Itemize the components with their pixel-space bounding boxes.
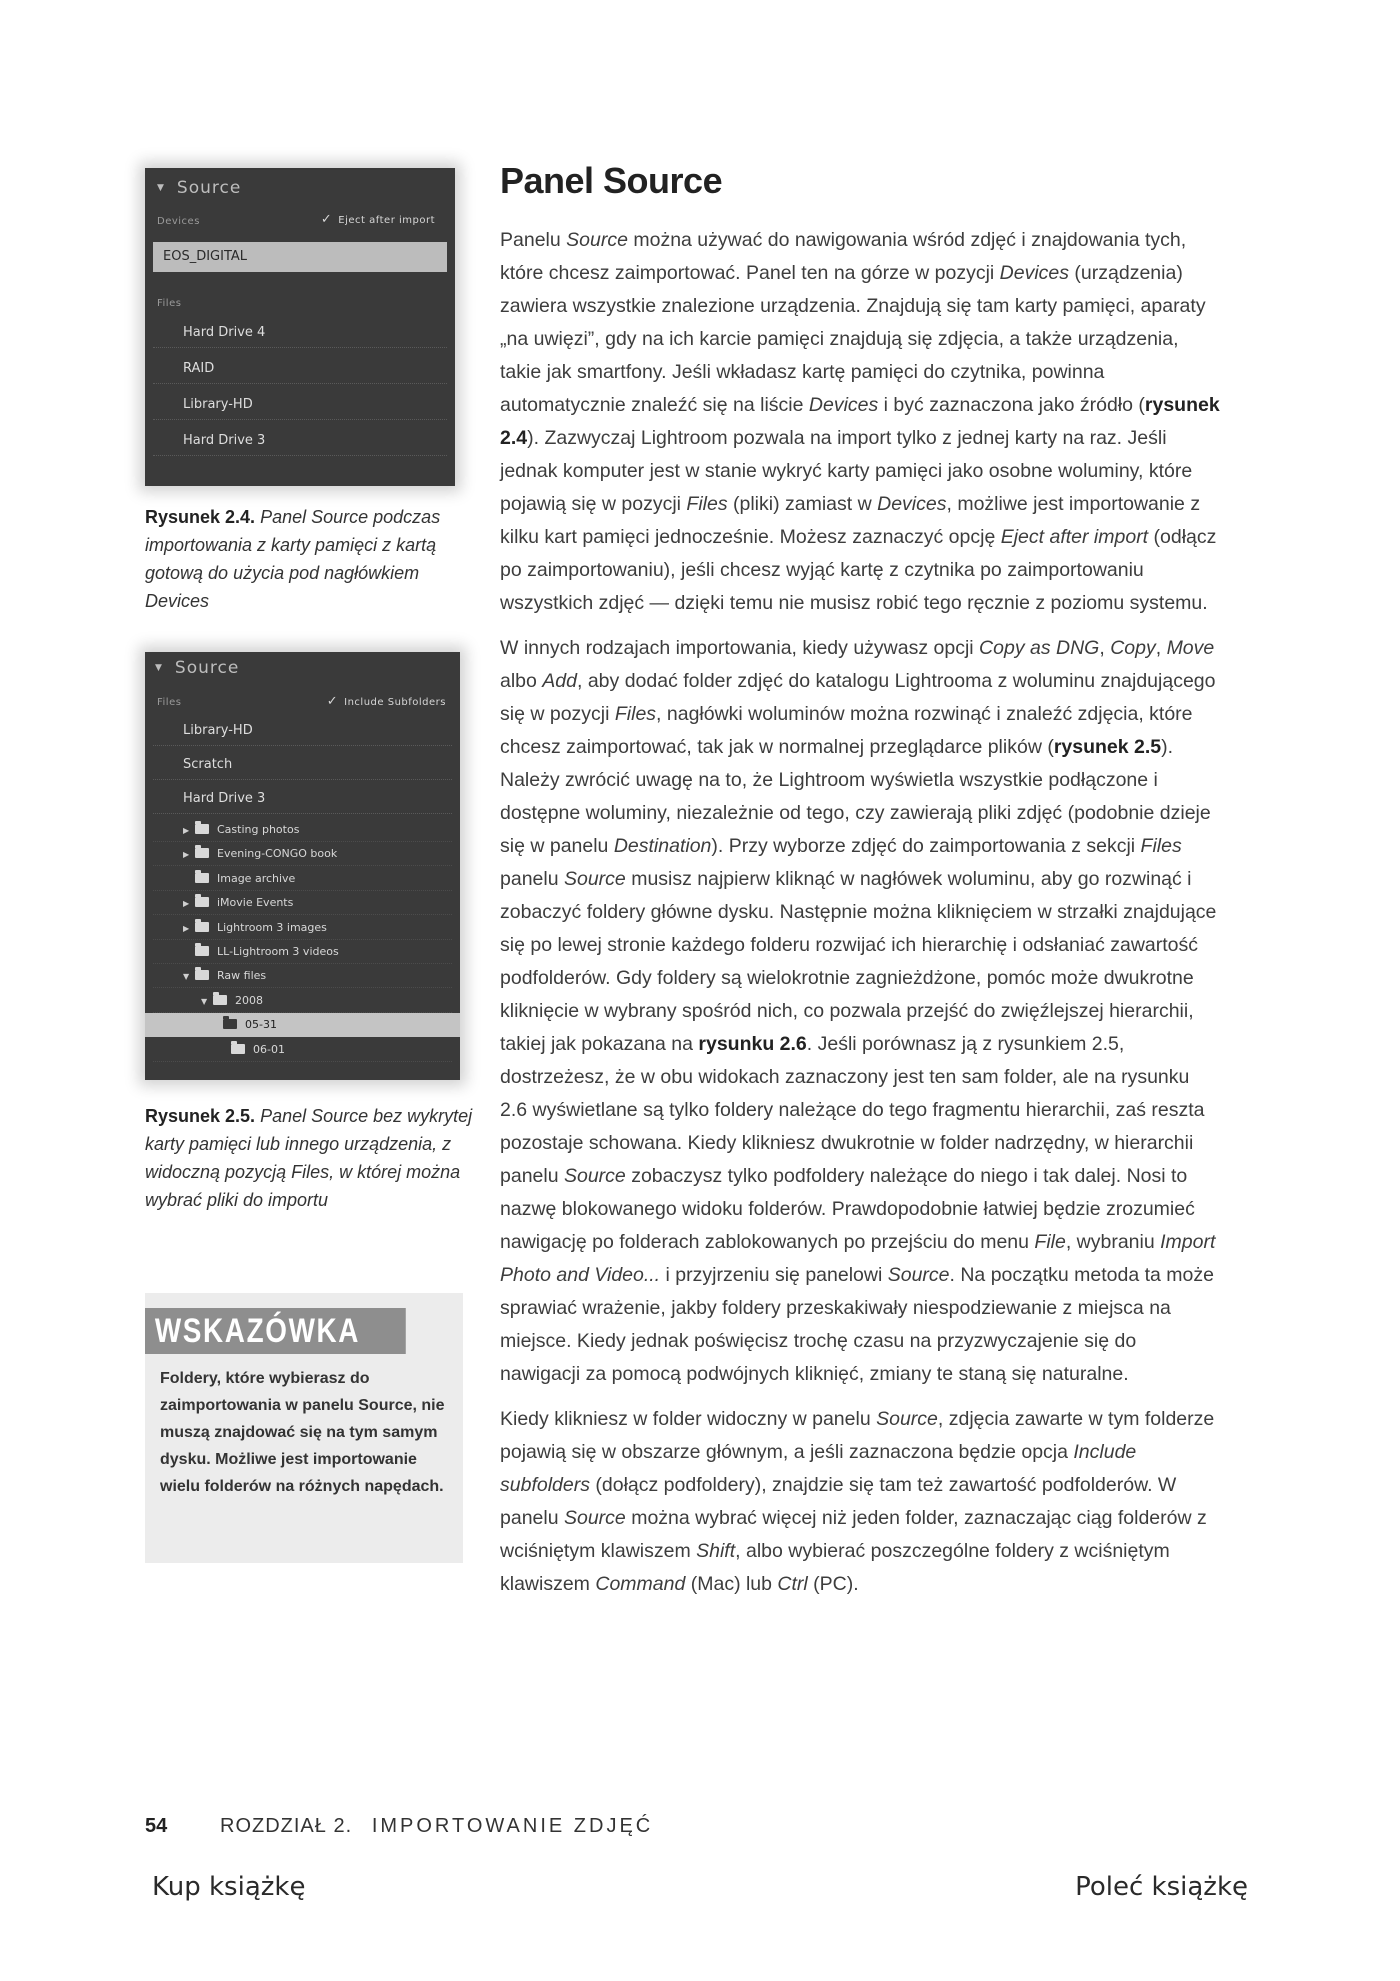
paragraph xyxy=(500,1403,1220,1601)
emphasis-text: File xyxy=(1034,1231,1066,1253)
emphasis-text: Include subfolders xyxy=(500,1441,1137,1496)
figure-2-4-caption: Rysunek 2.4. Panel Source podczas importowania z karty pamięci z kartą gotową do użycia pod nagłówkiem Devices xyxy=(145,507,441,611)
folder-icon xyxy=(195,946,209,956)
text-run: (Mac) lub xyxy=(685,1573,778,1595)
emphasis-text: Source xyxy=(563,868,626,890)
folder-icon xyxy=(195,922,209,932)
figure-reference: rysunek 2.4 xyxy=(500,394,1220,449)
folder-row[interactable] xyxy=(153,964,452,988)
figure-2-5-caption: Rysunek 2.5. Panel Source bez wykrytej karty pamięci lub innego urządzenia, z widoczną pozycją Files, w której można wybrać pliki do importu xyxy=(145,1106,473,1210)
folder-icon xyxy=(195,897,209,907)
text-run: , aby dodać folder zdjęć do katalogu Lightrooma z woluminu znajdującego się w pozycji xyxy=(500,670,1216,725)
folder-label: 06-01 xyxy=(253,1042,285,1056)
text-run: , wybraniu xyxy=(1065,1231,1161,1253)
files-section-label: Files xyxy=(157,298,182,309)
expand-down-icon[interactable]: ▼ xyxy=(201,996,208,1006)
folder-label: Image archive xyxy=(217,871,296,885)
folder-label: Casting photos xyxy=(217,823,300,836)
text-run: i być zaznaczona jako źródło ( xyxy=(878,394,1145,416)
emphasis-text: Source xyxy=(887,1264,950,1286)
text-run: , możliwe jest importowanie z kilku kart pamięci jednocześnie. Możesz zaznaczyć opcję xyxy=(500,493,1201,548)
folder-icon xyxy=(231,1044,245,1054)
emphasis-text: Copy xyxy=(1110,637,1156,659)
emphasis-text: Devices xyxy=(808,394,879,416)
folder-label: 2008 xyxy=(235,993,263,1007)
tip-title: WSKAZÓWKA xyxy=(145,1308,406,1354)
paragraph xyxy=(500,632,1220,1391)
text-run: zobaczysz tylko podfoldery należące do niego i tak dalej. Nosi to nazwę blokowanego widoku folderów. Prawdopodobnie łatwiej będzie zrozumieć nawigację po folderach zablokowanych po przejściu do menu xyxy=(500,1165,1195,1253)
text-run: W innych rodzajach importowania, kiedy używasz opcji xyxy=(500,637,980,659)
text-run: , zdjęcia zawarte w tym folderze pojawią się w obszarze głównym, a jeśli zaznaczona będzie opcja xyxy=(500,1408,1215,1463)
figure-reference: rysunek 2.5 xyxy=(1053,736,1162,758)
folder-icon xyxy=(195,848,209,858)
folder-row[interactable] xyxy=(153,940,452,964)
text-run: ). Przy wyborze zdjęć do zaimportowania z sekcji xyxy=(711,835,1141,857)
volume-row[interactable]: Scratch xyxy=(153,750,452,780)
text-run: (urządzenia) zawiera wszystkie znalezione urządzenia. Znajdują się tam karty pamięci, aparaty „na uwięzi”, gdy na ich karcie pamięci znajdują się zdjęcia, a także urządzenia, takie jak smartfony. Jeśli wkładasz kartę pamięci do czytnika, powinna automatycznie znaleźć się na liście xyxy=(500,262,1206,416)
volume-row[interactable]: Library-HD xyxy=(153,390,447,420)
text-run: i przyjrzeniu się panelowi xyxy=(660,1264,888,1286)
text-run: , xyxy=(1099,637,1111,659)
folder-label: iMovie Events xyxy=(217,896,294,910)
folder-icon xyxy=(195,824,209,834)
files-section-label: Files xyxy=(157,697,182,708)
folder-label: 05-31 xyxy=(245,1018,277,1032)
recommend-book-link[interactable]: Poleć książkę xyxy=(1075,1872,1248,1902)
expand-right-icon[interactable]: ▶ xyxy=(183,850,190,860)
emphasis-text: Shift xyxy=(696,1540,736,1562)
emphasis-text: Files xyxy=(686,493,728,515)
disclosure-triangle-icon: ▼ xyxy=(155,663,163,673)
text-run: można używać do nawigowania wśród zdjęć i znajdowania tych, które chcesz zaimportować. Panel ten na górze w pozycji xyxy=(500,229,1187,284)
folder-icon xyxy=(213,995,227,1005)
folder-row[interactable] xyxy=(153,1038,452,1062)
emphasis-text: Files xyxy=(1140,835,1182,857)
folder-row-selected[interactable] xyxy=(145,1013,460,1037)
panel-title: ▼ Source xyxy=(157,178,242,198)
expand-down-icon[interactable]: ▼ xyxy=(183,972,190,982)
emphasis-text: Add xyxy=(542,670,577,692)
emphasis-text: Ctrl xyxy=(777,1573,808,1595)
volume-row[interactable]: RAID xyxy=(153,354,447,384)
folder-label: Evening-CONGO book xyxy=(217,847,338,861)
text-run: (odłącz po zaimportowaniu), jeśli chcesz wyjąć kartę z czytnika po zaimportowaniu wszystkich zdjęć — dzięki temu nie musisz robić tego ręcznie z poziomu systemu. xyxy=(500,526,1217,614)
volume-row[interactable]: Hard Drive 3 xyxy=(153,784,452,814)
text-run: (pliki) zamiast w xyxy=(727,493,878,515)
device-row-eos-digital[interactable]: EOS_DIGITAL xyxy=(153,242,447,272)
emphasis-text: Import Photo and Video... xyxy=(500,1231,1216,1286)
include-subfolders-checkbox[interactable]: ✓ Include Subfolders xyxy=(326,694,446,709)
emphasis-text: Source xyxy=(566,229,628,251)
text-run: Kiedy klikniesz w folder widoczny w panelu xyxy=(500,1408,877,1430)
emphasis-text: Copy as DNG xyxy=(979,637,1100,659)
emphasis-text: Eject after import xyxy=(1000,526,1149,548)
emphasis-text: Files xyxy=(614,703,657,725)
folder-label: Lightroom 3 images xyxy=(217,920,327,934)
running-footer: ROZDZIAŁ 2. IMPORTOWANIE ZDJĘĆ xyxy=(220,1815,654,1837)
expand-right-icon[interactable]: ▶ xyxy=(183,923,190,933)
text-run: Panelu xyxy=(500,229,567,251)
figure-reference: rysunku 2.6 xyxy=(698,1033,807,1055)
text-run: . Na początku metoda ta może sprawiać wrażenie, jakby foldery przeskakiwały niespodziewanie z miejsca na miejsce. Kiedy jednak poświęcisz trochę czasu na przyzwyczajenie się do nawigacji za pomocą podwójnych kliknięć, zmiany te staną się naturalne. xyxy=(500,1264,1214,1385)
emphasis-text: Destination xyxy=(613,835,712,857)
folder-label: LL-Lightroom 3 videos xyxy=(217,945,339,958)
text-run: można wybrać więcej niż jeden folder, zaznaczając ciąg folderów z wciśniętym klawiszem xyxy=(500,1507,1207,1562)
folder-row[interactable] xyxy=(153,989,452,1013)
body-text xyxy=(500,224,1220,1613)
devices-section-label: Devices xyxy=(157,216,200,227)
folder-icon xyxy=(195,873,209,883)
emphasis-text: Devices xyxy=(877,493,947,515)
figure-2-4-source-panel xyxy=(145,168,455,486)
folder-row[interactable] xyxy=(153,916,452,940)
text-run: , xyxy=(1155,637,1167,659)
emphasis-text: Command xyxy=(595,1573,686,1595)
emphasis-text: Source xyxy=(563,1165,626,1187)
folder-icon xyxy=(195,970,209,980)
tip-box xyxy=(145,1293,463,1563)
folder-row[interactable] xyxy=(153,867,452,891)
checkmark-icon: ✓ xyxy=(320,212,333,227)
text-run: , nagłówki woluminów można rozwinąć i znaleźć zdjęcia, które chcesz zaimportować, tak jak w normalnej przeglądarce plików ( xyxy=(500,703,1193,758)
emphasis-text: Source xyxy=(563,1507,626,1529)
tip-text: Foldery, które wybierasz do zaimportowania w panelu Source, nie muszą znajdować się na tym samym dysku. Możliwe jest importowanie wielu folderów na różnych napędach. xyxy=(160,1370,445,1495)
disclosure-triangle-icon: ▼ xyxy=(157,183,165,193)
emphasis-text: Source xyxy=(876,1408,938,1430)
folder-icon xyxy=(223,1019,237,1029)
text-run: (dołącz podfoldery), znajdzie się tam też zawartość podfolderów. W panelu xyxy=(500,1474,1177,1529)
text-run: , albo wybierać poszczególne foldery z wciśniętym klawiszem xyxy=(500,1540,1170,1595)
expand-right-icon[interactable]: ▶ xyxy=(183,826,190,835)
folder-row[interactable] xyxy=(153,891,452,915)
text-run: albo xyxy=(500,670,543,692)
folder-row[interactable] xyxy=(153,818,452,842)
text-run: . Jeśli porównasz ją z rysunkiem 2.5, dostrzeżesz, że w obu widokach zaznaczony jest ten sam folder, ale na rysunku 2.6 wyświetlane są tylko foldery należące do tego fragmentu hierarchii, zaś reszta pozostaje schowana. Kiedy klikniesz dwukrotnie w folder nadrzędny, w hierarchii panelu xyxy=(500,1033,1205,1187)
text-run: panelu xyxy=(500,868,564,890)
figure-2-5-source-panel xyxy=(145,652,460,1080)
emphasis-text: Devices xyxy=(999,262,1070,284)
volume-row[interactable]: Hard Drive 4 xyxy=(153,318,447,348)
folder-row[interactable] xyxy=(153,842,452,866)
paragraph xyxy=(500,224,1220,620)
emphasis-text: Move xyxy=(1166,637,1215,659)
volume-row[interactable]: Hard Drive 3 xyxy=(153,426,447,456)
checkmark-icon: ✓ xyxy=(326,694,339,709)
eject-after-import-checkbox[interactable]: ✓ Eject after import xyxy=(320,212,435,227)
expand-right-icon[interactable]: ▶ xyxy=(183,899,190,909)
panel-title: ▼ Source xyxy=(155,658,240,678)
folder-label: Raw files xyxy=(217,969,267,983)
page-number: 54 xyxy=(145,1815,168,1837)
text-run: musisz najpierw kliknąć w nagłówek woluminu, aby go rozwinąć i zobaczyć foldery główne dysku. Następnie można kliknięciem w strzałki znajdujące się po lewej stronie każdego folderu rozwijać ich hierarchię i odsłaniać zawartość podfolderów. Gdy foldery są wielokrotnie zagnieżdżone, pomóc może dwukrotne kliknięcie w wybrany spośród nich, co pozwala przejść do zwięźlejszej hierarchii, takiej jak pokazana na xyxy=(500,868,1217,1055)
text-run: ). Należy zwrócić uwagę na to, że Lightroom wyświetla wszystkie podłączone i dostępne woluminy, niezależnie od tego, czy zawierają pliki zdjęć (podobnie dzieje się w panelu xyxy=(500,736,1211,857)
buy-book-link[interactable]: Kup książkę xyxy=(152,1872,306,1902)
text-run: (PC). xyxy=(807,1573,859,1595)
volume-row[interactable]: Library-HD xyxy=(153,716,452,746)
text-run: ). Zazwyczaj Lightroom pozwala na import tylko z jednej karty na raz. Jeśli jednak komputer jest w stanie wykryć karty pamięci jako osobne woluminy, które pojawią się w pozycji xyxy=(500,427,1193,515)
section-heading: Panel Source xyxy=(500,160,723,201)
